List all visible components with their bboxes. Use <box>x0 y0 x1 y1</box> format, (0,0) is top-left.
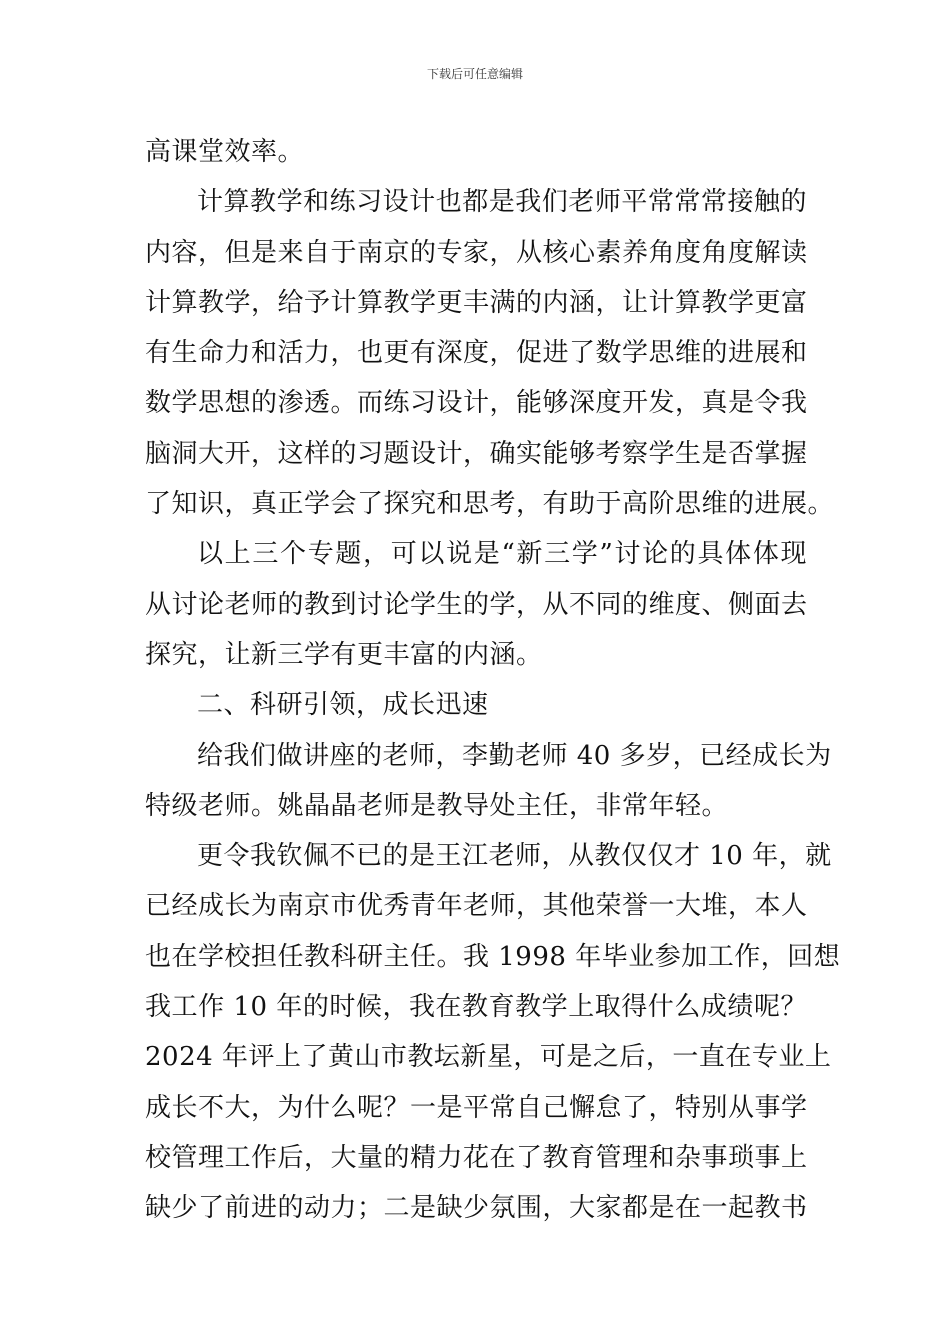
text-line: 有生命力和活力，也更有深度，促进了数学思维的进展和 <box>145 338 808 369</box>
text-line: 了知识，真正学会了探究和思考，有助于高阶思维的进展。 <box>145 489 835 520</box>
page-header-note: 下载后可任意编辑 <box>426 67 523 81</box>
text-line: 以上三个专题，可以说是“新三学”讨论的具体体现 <box>197 539 807 570</box>
text-line: 高课堂效率。 <box>145 137 305 167</box>
text-line: 数学思想的渗透。而练习设计，能够深度开发，真是令我 <box>145 388 808 419</box>
text-line: 特级老师。姚晶晶老师是教导处主任，非常年轻。 <box>145 790 729 821</box>
text-line: 计算教学和练习设计也都是我们老师平常常常接触的 <box>197 187 807 218</box>
text-line: 缺少了前进的动力；二是缺少氛围，大家都是在一起教书 <box>145 1193 808 1224</box>
text-line: 从讨论老师的教到讨论学生的学，从不同的维度、侧面去 <box>145 589 808 620</box>
text-line: 探究，让新三学有更丰富的内涵。 <box>145 639 543 670</box>
text-line: 也在学校担任教科研主任。我 1998 年毕业参加工作，回想 <box>145 941 841 972</box>
document-body <box>145 127 841 1234</box>
text-line: 内容，但是来自于南京的专家，从核心素养角度角度解读 <box>145 237 808 268</box>
text-line: 更令我钦佩不已的是王江老师，从教仅仅才 10 年，就 <box>197 841 832 872</box>
text-line: 给我们做讲座的老师，李勤老师 40 多岁，已经成长为 <box>197 740 832 771</box>
text-line: 脑洞大开，这样的习题设计，确实能够考察学生是否掌握 <box>145 438 808 469</box>
text-line: 成长不大，为什么呢？一是平常自己懈怠了，特别从事学 <box>145 1092 808 1123</box>
text-line: 计算教学，给予计算教学更丰满的内涵，让计算教学更富 <box>145 287 808 318</box>
text-line: 校管理工作后，大量的精力花在了教育管理和杂事琐事上 <box>145 1142 808 1173</box>
text-line: 2024 年评上了黄山市教坛新星，可是之后，一直在专业上 <box>145 1042 832 1073</box>
text-line: 我工作 10 年的时候，我在教育教学上取得什么成绩呢？ <box>145 992 807 1023</box>
text-line: 二、科研引领，成长迅速 <box>197 690 489 721</box>
text-line: 已经成长为南京市优秀青年老师，其他荣誉一大堆，本人 <box>145 891 808 922</box>
